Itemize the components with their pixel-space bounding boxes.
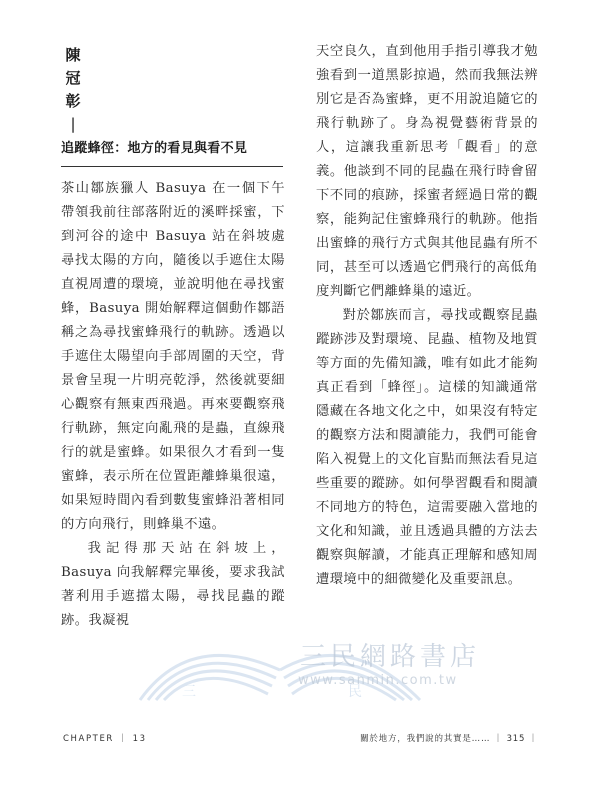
watermark-right-glyph: 民 xyxy=(348,684,362,700)
paragraph: 對於鄒族而言，尋找或觀察昆蟲蹤跡涉及對環境、昆蟲、植物及地質等方面的先備知識，唯有如此才能夠真正看到「蜂徑」。這樣的知識通常隱藏在各地文化之中，如果沒有特定的觀察方法和閱讀能力，我們可能會陷入視覺上的文化盲點而無法看見這些重要的蹤跡。如何學習觀看和閱讀不同地方的特色，這需要融入當地的文化和知識，並且透過具體的方法去觀察與解讀，才能真正理解和感知周遭環境中的細微變化及重要訊息。 xyxy=(316,308,538,587)
footer-page-number: 關於地方，我們說的其實是…… ｜ 315 ｜ xyxy=(360,734,538,744)
article-subtitle: 追蹤蜂徑：地方的看見與看不見 xyxy=(61,141,248,156)
author-name xyxy=(63,44,83,136)
watermark-url: www.sanmin.com.tw xyxy=(298,673,458,688)
author-char-1: 陳 xyxy=(65,46,81,64)
left-column xyxy=(61,177,285,633)
watermark-left-glyph: 三 xyxy=(182,684,196,700)
paragraph: 茶山鄒族獵人 Basuya 在一個下午帶領我前往部落附近的溪畔採蜜，下到河谷的途中 Basuya 站在斜坡處尋找太陽的方向，隨後以手遮住太陽直視周遭的環境，並說明他在尋找蜜蜂，Basuya 開始解釋這個動作鄒語稱之為尋找蜜蜂飛行的軌跡。透過以手遮住太陽望向手部周圍的天空，背景會呈現一片明亮乾淨，然後就要細心觀察有無東西飛過。再來要觀察飛行軌跡，無定向亂飛的是蟲，直線飛行的就是蜜蜂。如果很久才看到一隻蜜蜂，表示所在位置距離蜂巢很遠，如果短時間內看到數隻蜜蜂沿著相同的方向飛行，則蜂巢不遠。 xyxy=(61,181,285,532)
footer-chapter: CHAPTER ｜ 13 xyxy=(63,734,147,744)
right-column xyxy=(316,40,538,592)
paragraph: 我記得那天站在斜坡上，Basuya 向我解釋完畢後，要求我試著利用手遮擋太陽，尋找昆蟲的蹤跡。我凝視 xyxy=(61,541,285,628)
watermark-text: 三民網路書店 xyxy=(300,642,481,672)
subtitle-divider xyxy=(61,166,283,167)
author-separator: | xyxy=(70,115,76,133)
author-char-2: 冠 xyxy=(65,69,81,87)
author-char-3: 彰 xyxy=(65,92,81,110)
paragraph: 天空良久，直到他用手指引導我才勉強看到一道黑影掠過，然而我無法辨別它是否為蜜蜂，更不用說追隨它的飛行軌跡了。身為視覺藝術背景的人，這讓我重新思考「觀看」的意義。他談到不同的昆蟲在飛行時會留下不同的痕跡，採蜜者經過日常的觀察，能夠記住蜜蜂飛行的軌跡。他指出蜜蜂的飛行方式與其他昆蟲有所不同，甚至可以透過它們飛行的高低角度判斷它們離蜂巢的遠近。 xyxy=(316,44,538,299)
